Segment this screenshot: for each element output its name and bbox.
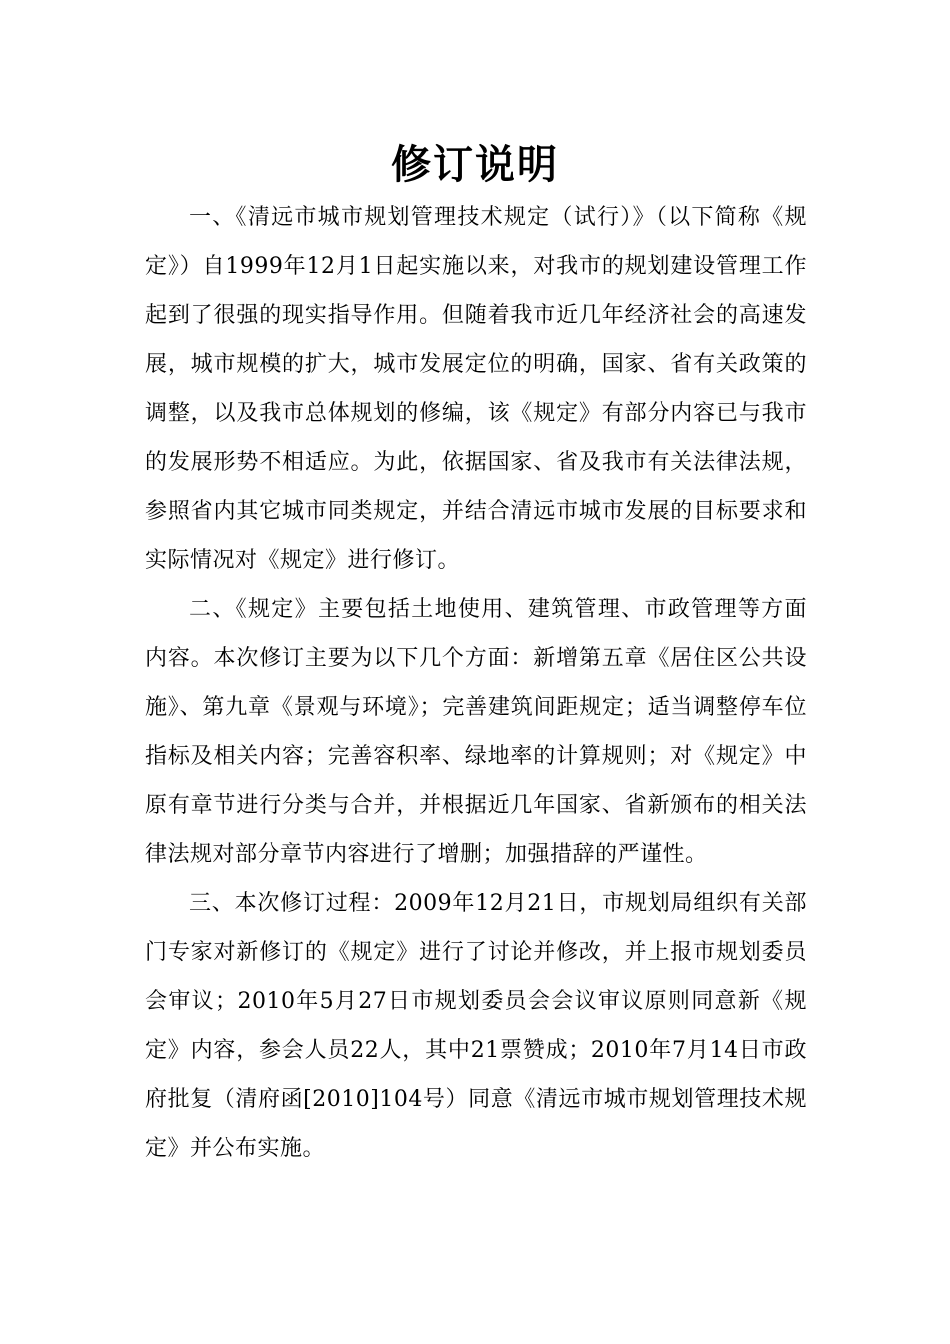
paragraph-2: 二、《规定》主要包括土地使用、建筑管理、市政管理等方面内容。本次修订主要为以下几个方面：新增第五章《居住区公共设施》、第九章《景观与环境》；完善建筑间距规定；适当调整停车位指标及相关内容；完善容积率、绿地率的计算规则；对《规定》中原有章节进行分类与合并，并根据近几年国家、省新颁布的相关法律法规对部分章节内容进行了增删；加强措辞的严谨性。 [145,597,807,867]
paragraph-3: 三、本次修订过程：2009年12月21日，市规划局组织有关部门专家对新修订的《规定》进行了讨论并修改，并上报市规划委员会审议；2010年5月27日市规划委员会会议审议原则同意新《规定》内容，参会人员22人，其中21票赞成；2010年7月14日市政府批复（清府函[2010]104号）同意《清远市城市规划管理技术规定》并公布实施。 [145,891,807,1161]
paragraph-1: 一、《清远市城市规划管理技术规定（试行）》（以下简称《规定》）自1999年12月1日起实施以来，对我市的规划建设管理工作起到了很强的现实指导作用。但随着我市近几年经济社会的高速发展，城市规模的扩大，城市发展定位的明确，国家、省有关政策的调整，以及我市总体规划的修编，该《规定》有部分内容已与我市的发展形势不相适应。为此，依据国家、省及我市有关法律法规，参照省内其它城市同类规定，并结合清远市城市发展的目标要求和实际情况对《规定》进行修订。 [145,205,807,573]
document-body [145,193,807,1173]
document-title: 修订说明 [391,141,559,188]
